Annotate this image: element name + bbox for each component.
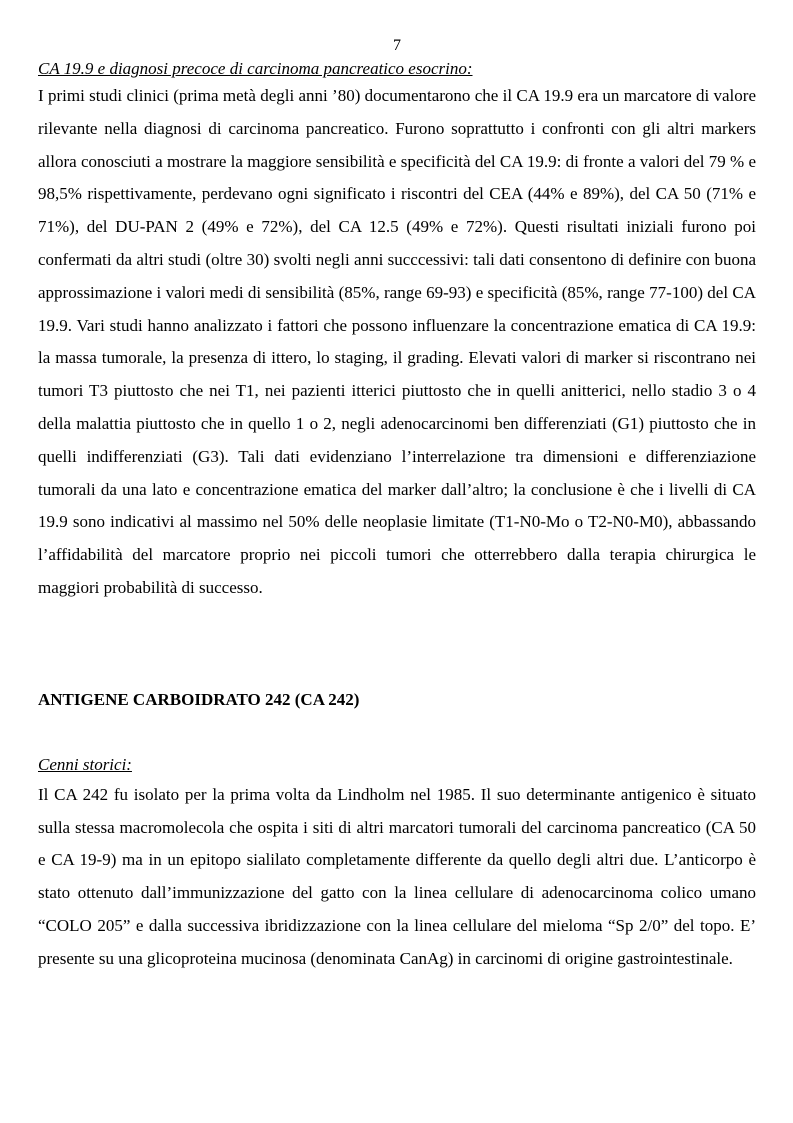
- section-heading-ca242: ANTIGENE CARBOIDRATO 242 (CA 242): [38, 689, 360, 709]
- page-number: 7: [393, 37, 401, 54]
- spacer: [38, 711, 756, 754]
- section-subheading-history: Cenni storici:: [38, 754, 132, 774]
- spacer: [38, 605, 756, 689]
- paragraph-ca242-history: Il CA 242 fu isolato per la prima volta da Lindholm nel 1985. Il suo determinante antigenico è situato sulla stessa macromolecola che ospita i siti di altri marcatori tumorali del carcinoma pancreatico (CA 50 e CA 19-9) ma in un epitopo sialilato completamente differente da quello degli altri due. L’anticorpo è stato ottenuto dall’immunizzazione del gatto con la linea cellulare di adenocarcinoma colico umano “COLO 205” e dalla successiva ibridizzazione con la linea cellulare del mieloma “Sp 2/0” del topo. E’ presente su una glicoproteina mucinosa (denominata CanAg) in carcinomi di origine gastrointestinale.: [38, 784, 756, 968]
- paragraph-ca199-diagnosis: I primi studi clinici (prima metà degli anni ’80) documentarono che il CA 19.9 era un marcatore di valore rilevante nella diagnosi di carcinoma pancreatico. Furono soprattutto i confronti con gli altri markers allora conosciuti a mostrare la maggiore sensibilità e specificità del CA 19.9: di fronte a valori del 79 % e 98,5% rispettivamente, perdevano ogni significato i riscontri del CEA (44% e 89%), del CA 50 (71% e 71%), del DU-PAN 2 (49% e 72%), del CA 12.5 (49% e 72%). Questi risultati iniziali furono poi confermati da altri studi (oltre 30) svolti negli anni succcessivi: tali dati consentono di definire con buona approssimazione i valori medi di sensibilità (85%, range 69-93) e specificità (85%, range 77-100) del CA 19.9. Vari studi hanno analizzato i fattori che possono influenzare la concentrazione ematica di CA 19.9: la massa tumorale, la presenza di ittero, lo staging, il grading. Elevati valori di marker si riscontrano nei tumori T3 piuttosto che nei T1, nei pazienti itterici piuttosto che in quelli anitterici, nello stadio 3 o 4 della malattia piuttosto che in quello 1 o 2, negli adenocarcinomi ben differenziati (G1) piuttosto che in quelli indifferenziati (G3). Tali dati evidenziano l’interrelazione tra dimensioni e differenziazione tumorali da una lato e concentrazione ematica del marker dall’altro; la conclusione è che i livelli di CA 19.9 sono indicativi al massimo nel 50% delle neoplasie limitate (T1-N0-Mo o T2-N0-M0), abbassando l’affidabilità del marcatore proprio nei piccoli tumori che otterrebbero dalla terapia chirurgica le maggiori probabilità di successo.: [38, 86, 756, 597]
- section-subheading-ca199: CA 19.9 e diagnosi precoce di carcinoma pancreatico esocrino:: [38, 59, 473, 78]
- document-page: [38, 36, 756, 976]
